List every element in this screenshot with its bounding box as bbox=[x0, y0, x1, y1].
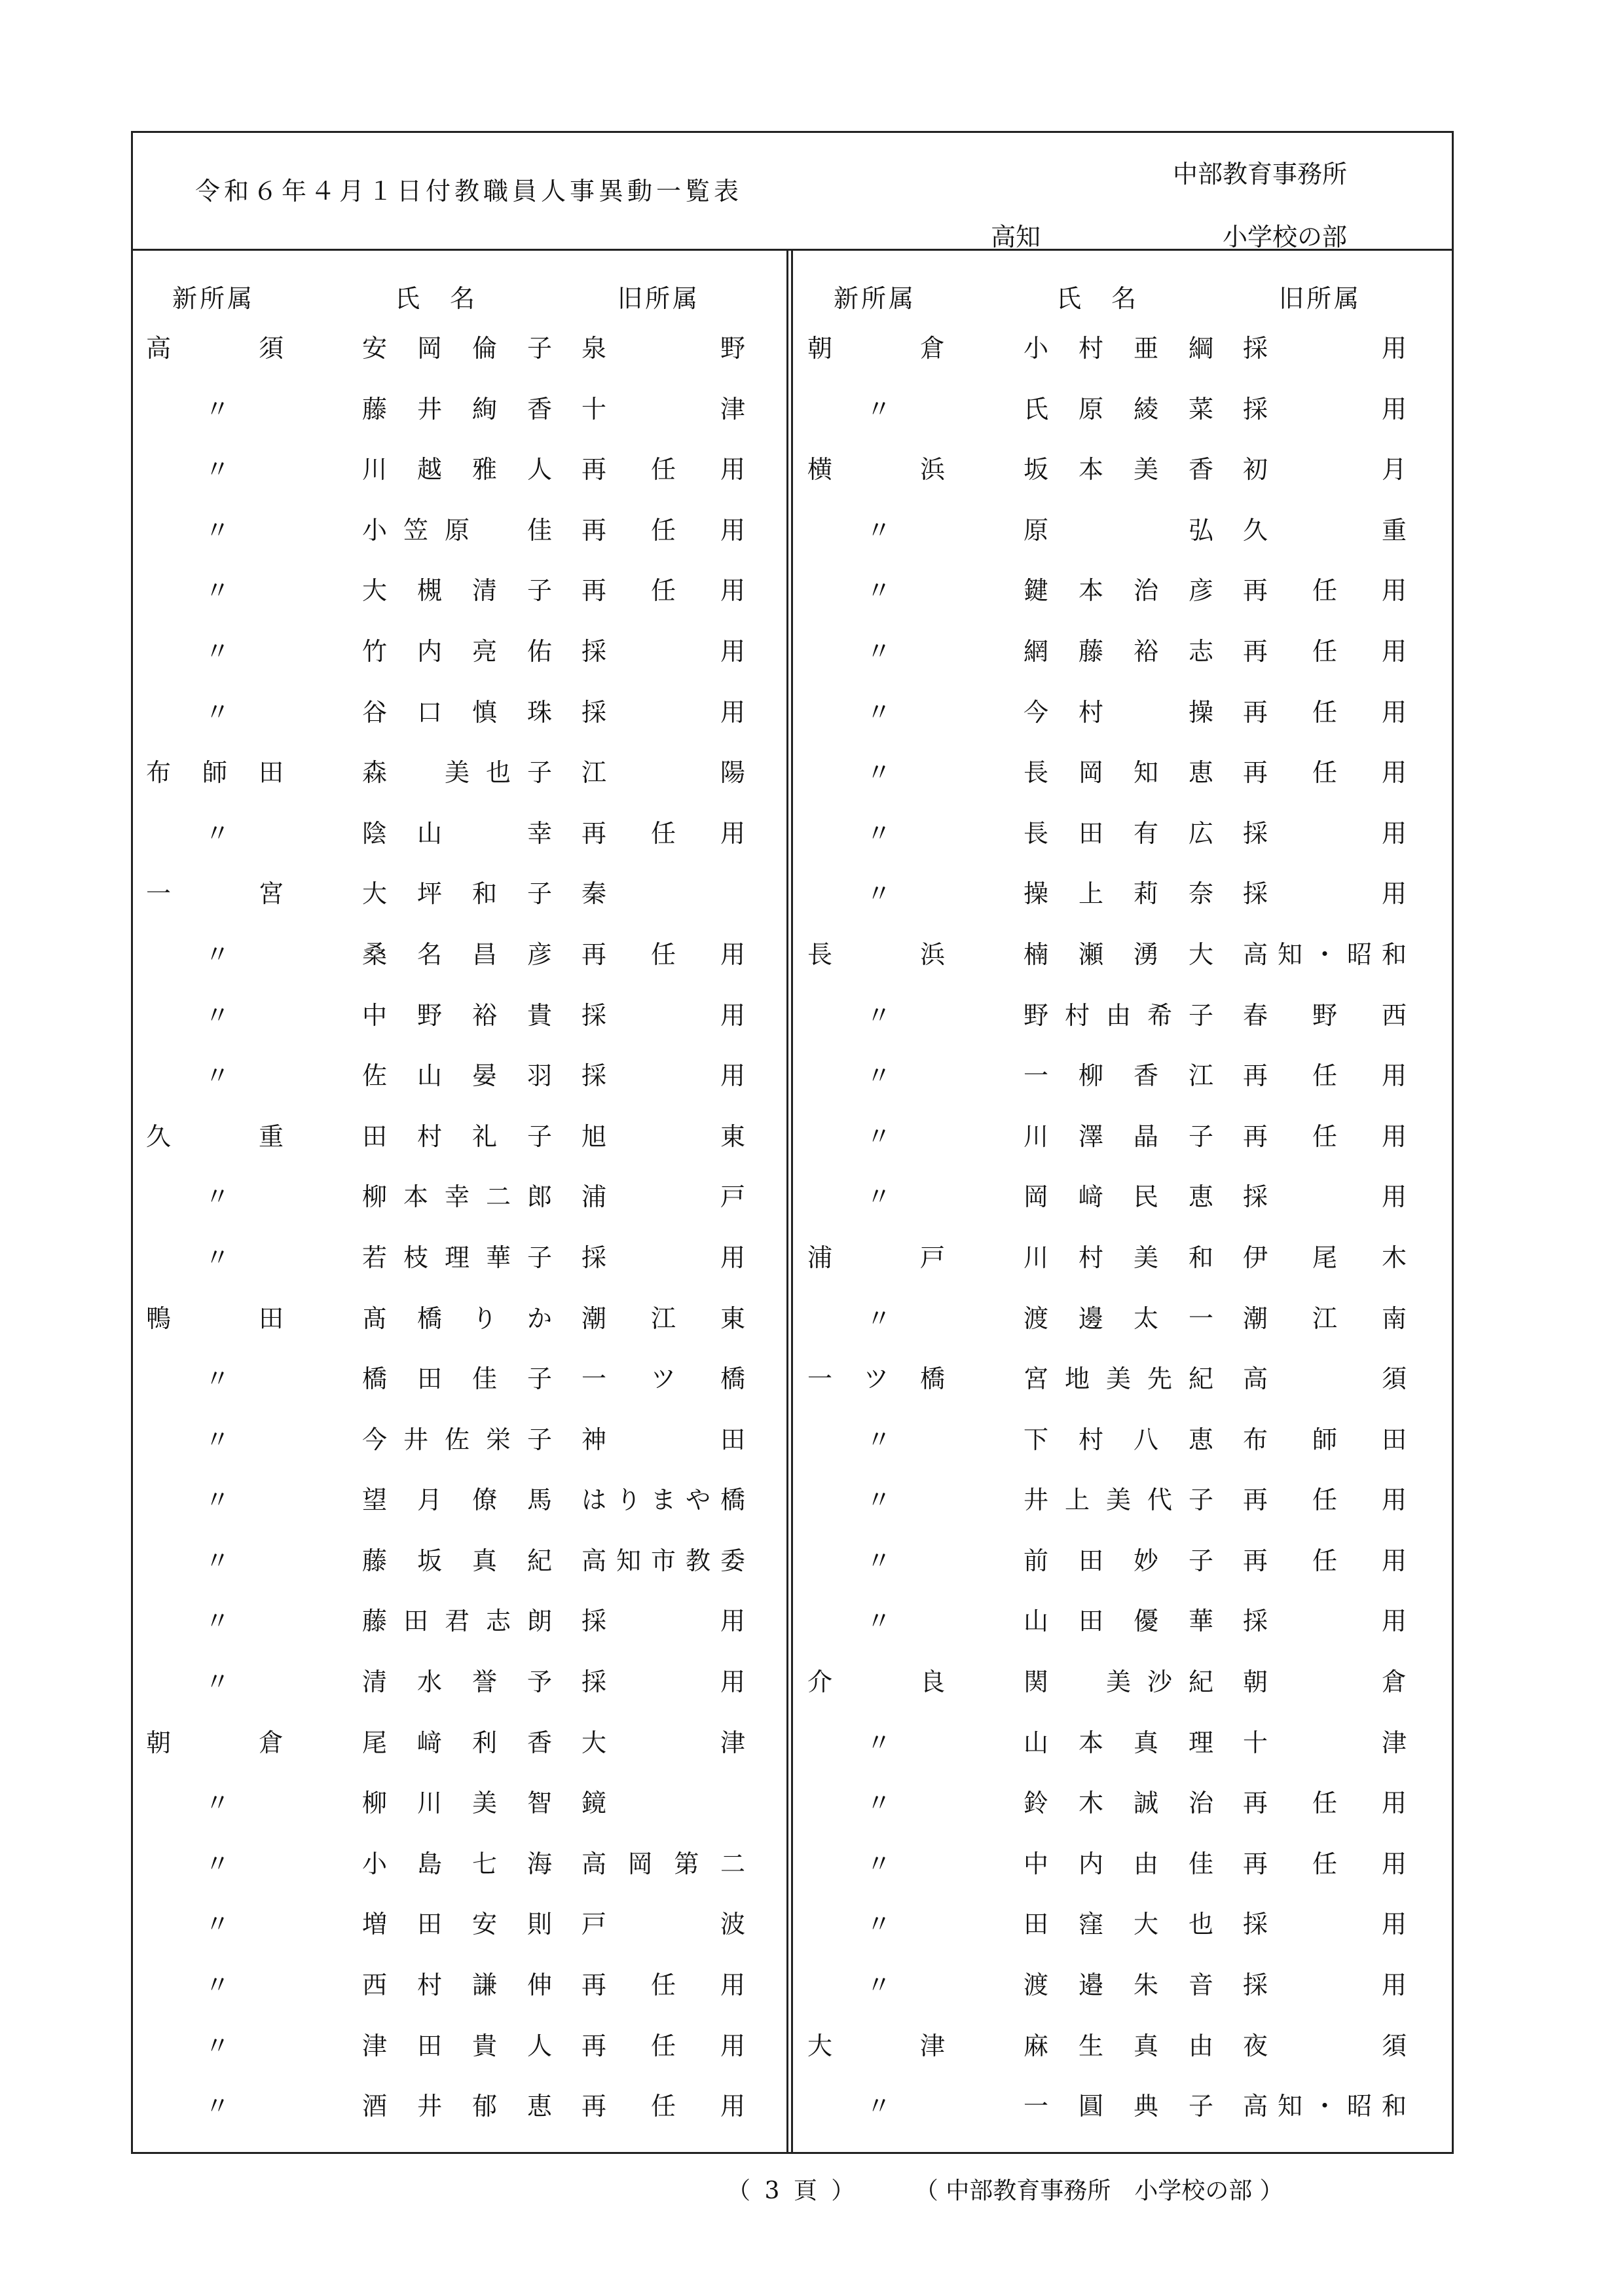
table-row bbox=[794, 1601, 1448, 1662]
new-affiliation-cell: 〃 bbox=[866, 1000, 892, 1030]
old-affiliation-cell: はりまや橋 bbox=[581, 1485, 745, 1515]
name-cell: 岡﨑民恵 bbox=[1024, 1182, 1213, 1212]
old-affiliation-cell: 採用 bbox=[1243, 1910, 1407, 1939]
name-cell: 前田妙子 bbox=[1024, 1546, 1213, 1575]
table-row bbox=[794, 631, 1448, 692]
area-name: 高知 bbox=[991, 223, 1041, 251]
old-affiliation-cell: 再任用 bbox=[581, 515, 745, 545]
old-affiliation-cell: 高知市教委 bbox=[581, 1546, 745, 1575]
name-cell: 藤井絢香 bbox=[362, 394, 552, 424]
department-name: 小学校の部 bbox=[1222, 223, 1347, 251]
name-cell: 鈴木誠治 bbox=[1024, 1789, 1213, 1818]
table-row bbox=[133, 873, 786, 934]
name-cell: 中内由佳 bbox=[1024, 1849, 1213, 1878]
old-affiliation-cell: 伊尾木 bbox=[1243, 1243, 1407, 1272]
table-row bbox=[794, 813, 1448, 874]
table-row bbox=[133, 1844, 786, 1904]
old-affiliation-cell: 再任用 bbox=[1243, 758, 1407, 788]
new-affiliation-cell: 〃 bbox=[866, 1121, 892, 1151]
old-affiliation-cell: 採用 bbox=[1243, 394, 1407, 424]
new-affiliation-cell: 〃 bbox=[205, 1000, 231, 1030]
table-row bbox=[794, 752, 1448, 813]
new-affiliation-cell: 〃 bbox=[205, 1182, 231, 1212]
new-affiliation-cell: 〃 bbox=[866, 394, 892, 424]
table-row bbox=[133, 1662, 786, 1722]
name-cell: 川越雅人 bbox=[362, 455, 552, 484]
new-affiliation-cell: 〃 bbox=[205, 576, 231, 606]
new-affiliation-cell: 一宮 bbox=[146, 879, 284, 909]
old-affiliation-cell: 鏡 bbox=[581, 1789, 607, 1818]
old-affiliation-cell: 秦 bbox=[581, 879, 607, 909]
name-cell: 一柳香江 bbox=[1024, 1061, 1213, 1091]
name-cell: 田窪大也 bbox=[1024, 1910, 1213, 1939]
table-row bbox=[794, 873, 1448, 934]
old-affiliation-cell: 再任用 bbox=[581, 939, 745, 969]
old-affiliation-cell: 採用 bbox=[1243, 334, 1407, 363]
table-row bbox=[794, 1055, 1448, 1116]
table-row bbox=[794, 1844, 1448, 1904]
new-affiliation-cell: 一ツ橋 bbox=[807, 1364, 945, 1394]
new-affiliation-cell: 〃 bbox=[205, 515, 231, 545]
name-cell: 橋田佳子 bbox=[362, 1364, 552, 1394]
new-affiliation-cell: 〃 bbox=[866, 1789, 892, 1818]
new-affiliation-cell: 〃 bbox=[205, 1364, 231, 1394]
name-cell: 小島七海 bbox=[362, 1849, 552, 1878]
table-row bbox=[794, 1904, 1448, 1965]
old-affiliation-cell: 旭東 bbox=[581, 1121, 745, 1151]
new-affiliation-cell: 〃 bbox=[866, 1971, 892, 2000]
old-affiliation-cell: 十津 bbox=[581, 394, 745, 424]
new-affiliation-cell: 〃 bbox=[205, 818, 231, 848]
name-cell: 陰山 幸 bbox=[362, 818, 552, 848]
new-affiliation-cell: 〃 bbox=[205, 1425, 231, 1454]
new-affiliation-cell: 〃 bbox=[205, 2031, 231, 2060]
new-affiliation-cell: 大津 bbox=[807, 2031, 945, 2060]
column-divider bbox=[786, 251, 793, 2152]
name-cell: 柳本幸二郎 bbox=[362, 1182, 552, 1212]
name-cell: 西村謙伸 bbox=[362, 1971, 552, 2000]
name-cell: 鍵本治彦 bbox=[1024, 576, 1213, 606]
name-cell: 清水誉予 bbox=[362, 1667, 552, 1697]
table-row bbox=[794, 1176, 1448, 1237]
table-row bbox=[133, 631, 786, 692]
old-affiliation-cell: 採用 bbox=[581, 1607, 745, 1636]
document-header bbox=[133, 133, 1452, 251]
name-cell: 坂本美香 bbox=[1024, 455, 1213, 484]
table-row bbox=[133, 813, 786, 874]
document-sheet bbox=[131, 131, 1454, 2154]
new-affiliation-cell: 〃 bbox=[205, 1546, 231, 1575]
old-affiliation-cell: 高知・昭和 bbox=[1243, 2092, 1407, 2121]
name-cell: 井上美代子 bbox=[1024, 1485, 1213, 1515]
name-cell: 一圓典子 bbox=[1024, 2092, 1213, 2121]
new-affiliation-cell: 浦戸 bbox=[807, 1243, 945, 1272]
new-affiliation-cell: 〃 bbox=[205, 1607, 231, 1636]
table-row bbox=[133, 2086, 786, 2147]
new-affiliation-cell: 鴨田 bbox=[146, 1303, 284, 1333]
name-cell: 川澤晶子 bbox=[1024, 1121, 1213, 1151]
table-row bbox=[133, 1965, 786, 2026]
new-affiliation-cell: 〃 bbox=[866, 758, 892, 788]
new-affiliation-cell: 朝倉 bbox=[807, 334, 945, 363]
table-row bbox=[794, 934, 1448, 995]
old-affiliation-cell: 採用 bbox=[581, 636, 745, 666]
old-affiliation-cell: 再任用 bbox=[1243, 1789, 1407, 1818]
old-affiliation-cell: 初月 bbox=[1243, 455, 1407, 484]
table-row bbox=[133, 934, 786, 995]
document-title: 令和６年４月１日付教職員人事異動一覧表 bbox=[195, 177, 743, 206]
old-affiliation-cell: 採用 bbox=[581, 1243, 745, 1272]
old-affiliation-cell: 浦戸 bbox=[581, 1182, 745, 1212]
table-row bbox=[133, 328, 786, 389]
right-rows bbox=[794, 328, 1448, 2147]
new-affiliation-cell: 〃 bbox=[866, 1849, 892, 1878]
name-cell: 川村美和 bbox=[1024, 1243, 1213, 1272]
table-row bbox=[133, 449, 786, 510]
name-cell: 森 美也子 bbox=[362, 758, 552, 788]
table-row bbox=[794, 389, 1448, 450]
right-column bbox=[794, 251, 1448, 2154]
name-cell: 増田安則 bbox=[362, 1910, 552, 1939]
table-row bbox=[794, 1298, 1448, 1359]
old-affiliation-cell: 布師田 bbox=[1243, 1425, 1407, 1454]
table-row bbox=[794, 995, 1448, 1056]
name-cell: 操上莉奈 bbox=[1024, 879, 1213, 909]
new-affiliation-cell: 〃 bbox=[866, 1546, 892, 1575]
old-affiliation-cell: 再任用 bbox=[1243, 1061, 1407, 1091]
old-affiliation-cell: 高岡第二 bbox=[581, 1849, 745, 1878]
new-affiliation-cell: 久重 bbox=[146, 1121, 284, 1151]
old-affiliation-cell: 朝倉 bbox=[1243, 1667, 1407, 1697]
name-cell: 今村 操 bbox=[1024, 697, 1213, 727]
table-row bbox=[794, 692, 1448, 753]
name-cell: 尾﨑利香 bbox=[362, 1728, 552, 1757]
new-affiliation-cell: 〃 bbox=[866, 879, 892, 909]
new-affiliation-cell: 〃 bbox=[866, 1910, 892, 1939]
table-row bbox=[133, 2026, 786, 2086]
old-affiliation-cell: 再任用 bbox=[1243, 1546, 1407, 1575]
new-affiliation-cell: 〃 bbox=[866, 1303, 892, 1333]
name-cell: 野村由希子 bbox=[1024, 1000, 1213, 1030]
table-row bbox=[794, 1783, 1448, 1844]
table-row bbox=[794, 2086, 1448, 2147]
table-row bbox=[133, 570, 786, 631]
column-header-old-affiliation: 旧所属 bbox=[1279, 284, 1362, 313]
name-cell: 望月僚馬 bbox=[362, 1485, 552, 1515]
page-number: 3 bbox=[764, 2178, 786, 2204]
new-affiliation-cell: 〃 bbox=[866, 1182, 892, 1212]
new-affiliation-cell: 〃 bbox=[205, 939, 231, 969]
name-cell: 小笠原 佳 bbox=[362, 515, 552, 545]
new-affiliation-cell: 〃 bbox=[205, 1849, 231, 1878]
name-cell: 若枝理華子 bbox=[362, 1243, 552, 1272]
table-row bbox=[133, 1480, 786, 1540]
old-affiliation-cell: 泉野 bbox=[581, 334, 745, 363]
old-affiliation-cell: 再任用 bbox=[1243, 1485, 1407, 1515]
new-affiliation-cell: 〃 bbox=[205, 1789, 231, 1818]
table-row bbox=[794, 570, 1448, 631]
name-cell: 長田有広 bbox=[1024, 818, 1213, 848]
new-affiliation-cell: 〃 bbox=[205, 455, 231, 484]
old-affiliation-cell: 神田 bbox=[581, 1425, 745, 1454]
old-affiliation-cell: 採用 bbox=[581, 1000, 745, 1030]
old-affiliation-cell: 採用 bbox=[1243, 818, 1407, 848]
name-cell: 谷口慎珠 bbox=[362, 697, 552, 727]
table-row bbox=[133, 1358, 786, 1419]
new-affiliation-cell: 〃 bbox=[866, 818, 892, 848]
old-affiliation-cell: 再任用 bbox=[1243, 1849, 1407, 1878]
old-affiliation-cell: 採用 bbox=[581, 1061, 745, 1091]
table-row bbox=[794, 449, 1448, 510]
old-affiliation-cell: 高知・昭和 bbox=[1243, 939, 1407, 969]
new-affiliation-cell: 〃 bbox=[205, 636, 231, 666]
page-close: ） bbox=[831, 2178, 862, 2204]
name-cell: 関 美沙紀 bbox=[1024, 1667, 1213, 1697]
name-cell: 大槻清子 bbox=[362, 576, 552, 606]
column-header-old-affiliation: 旧所属 bbox=[618, 284, 701, 313]
new-affiliation-cell: 介良 bbox=[807, 1667, 945, 1697]
table-row bbox=[794, 1662, 1448, 1722]
column-header-name: 氏 名 bbox=[395, 284, 478, 313]
name-cell: 山田優華 bbox=[1024, 1607, 1213, 1636]
table-row bbox=[133, 389, 786, 450]
page-label: 頁 bbox=[793, 2178, 824, 2204]
name-cell: 今井佐栄子 bbox=[362, 1425, 552, 1454]
old-affiliation-cell: 再任用 bbox=[581, 576, 745, 606]
old-affiliation-cell: 江陽 bbox=[581, 758, 745, 788]
old-affiliation-cell: 戸波 bbox=[581, 1910, 745, 1939]
name-cell: 大坪和子 bbox=[362, 879, 552, 909]
table-row bbox=[133, 1419, 786, 1480]
new-affiliation-cell: 〃 bbox=[866, 636, 892, 666]
table-row bbox=[794, 1722, 1448, 1783]
old-affiliation-cell: 潮江東 bbox=[581, 1303, 745, 1333]
old-affiliation-cell: 再任用 bbox=[581, 1971, 745, 2000]
name-cell: 小村亜綱 bbox=[1024, 334, 1213, 363]
name-cell: 原 弘 bbox=[1024, 515, 1213, 545]
old-affiliation-cell: 採用 bbox=[581, 697, 745, 727]
old-affiliation-cell: 再任用 bbox=[581, 2031, 745, 2060]
table-row bbox=[794, 510, 1448, 571]
name-cell: 髙橋りか bbox=[362, 1303, 552, 1333]
table-row bbox=[133, 1116, 786, 1177]
table-row bbox=[794, 1965, 1448, 2026]
name-cell: 網藤裕志 bbox=[1024, 636, 1213, 666]
new-affiliation-cell: 朝倉 bbox=[146, 1728, 284, 1757]
new-affiliation-cell: 〃 bbox=[205, 394, 231, 424]
old-affiliation-cell: 久重 bbox=[1243, 515, 1407, 545]
left-rows bbox=[133, 328, 786, 2147]
old-affiliation-cell: 再任用 bbox=[1243, 697, 1407, 727]
name-cell: 竹内亮佑 bbox=[362, 636, 552, 666]
name-cell: 麻生真由 bbox=[1024, 2031, 1213, 2060]
name-cell: 酒井郁恵 bbox=[362, 2092, 552, 2121]
name-cell: 渡邊太一 bbox=[1024, 1303, 1213, 1333]
office-name: 中部教育事務所 bbox=[1172, 160, 1347, 189]
old-affiliation-cell: 再任用 bbox=[581, 818, 745, 848]
old-affiliation-cell: 採用 bbox=[1243, 1971, 1407, 2000]
table-row bbox=[133, 1783, 786, 1844]
table-row bbox=[794, 1419, 1448, 1480]
name-cell: 津田貴人 bbox=[362, 2031, 552, 2060]
table-row bbox=[794, 1116, 1448, 1177]
new-affiliation-cell: 〃 bbox=[866, 1061, 892, 1091]
new-affiliation-cell: 〃 bbox=[866, 697, 892, 727]
new-affiliation-cell: 〃 bbox=[205, 1910, 231, 1939]
old-affiliation-cell: 再任用 bbox=[581, 2092, 745, 2121]
new-affiliation-cell: 〃 bbox=[205, 697, 231, 727]
old-affiliation-cell: 採用 bbox=[1243, 1607, 1407, 1636]
table-row bbox=[133, 995, 786, 1056]
name-cell: 中野裕貴 bbox=[362, 1000, 552, 1030]
old-affiliation-cell: 一ツ橋 bbox=[581, 1364, 745, 1394]
name-cell: 安岡倫子 bbox=[362, 334, 552, 363]
old-affiliation-cell: 十津 bbox=[1243, 1728, 1407, 1757]
old-affiliation-cell: 春野西 bbox=[1243, 1000, 1407, 1030]
column-header-new-affiliation: 新所属 bbox=[172, 284, 255, 313]
old-affiliation-cell: 高須 bbox=[1243, 1364, 1407, 1394]
old-affiliation-cell: 採用 bbox=[1243, 1182, 1407, 1212]
new-affiliation-cell: 布師田 bbox=[146, 758, 284, 788]
new-affiliation-cell: 〃 bbox=[866, 1728, 892, 1757]
old-affiliation-cell: 夜須 bbox=[1243, 2031, 1407, 2060]
footer-section: （ 中部教育事務所 小学校の部 ） bbox=[914, 2178, 1283, 2204]
table-row bbox=[133, 752, 786, 813]
new-affiliation-cell: 〃 bbox=[205, 1061, 231, 1091]
new-affiliation-cell: 〃 bbox=[866, 515, 892, 545]
table-row bbox=[133, 1176, 786, 1237]
name-cell: 田村礼子 bbox=[362, 1121, 552, 1151]
new-affiliation-cell: 〃 bbox=[205, 1243, 231, 1272]
new-affiliation-cell: 高須 bbox=[146, 334, 284, 363]
table-row bbox=[794, 1237, 1448, 1298]
old-affiliation-cell: 再任用 bbox=[1243, 636, 1407, 666]
new-affiliation-cell: 横浜 bbox=[807, 455, 945, 484]
old-affiliation-cell: 再任用 bbox=[1243, 1121, 1407, 1151]
new-affiliation-cell: 〃 bbox=[866, 1425, 892, 1454]
new-affiliation-cell: 〃 bbox=[866, 2092, 892, 2121]
table-row bbox=[133, 1601, 786, 1662]
new-affiliation-cell: 〃 bbox=[866, 1607, 892, 1636]
table-row bbox=[794, 1358, 1448, 1419]
name-cell: 楠瀬湧大 bbox=[1024, 939, 1213, 969]
column-header-new-affiliation: 新所属 bbox=[834, 284, 917, 313]
new-affiliation-cell: 〃 bbox=[866, 576, 892, 606]
new-affiliation-cell: 長浜 bbox=[807, 939, 945, 969]
name-cell: 宮地美先紀 bbox=[1024, 1364, 1213, 1394]
name-cell: 桑名昌彦 bbox=[362, 939, 552, 969]
table-row bbox=[133, 1540, 786, 1601]
old-affiliation-cell: 潮江南 bbox=[1243, 1303, 1407, 1333]
table-row bbox=[133, 510, 786, 571]
name-cell: 氏原綾菜 bbox=[1024, 394, 1213, 424]
old-affiliation-cell: 再任用 bbox=[1243, 576, 1407, 606]
old-affiliation-cell: 採用 bbox=[1243, 879, 1407, 909]
name-cell: 柳川美智 bbox=[362, 1789, 552, 1818]
name-cell: 下村八恵 bbox=[1024, 1425, 1213, 1454]
name-cell: 藤坂真紀 bbox=[362, 1546, 552, 1575]
column-header-name: 氏 名 bbox=[1056, 284, 1139, 313]
page-open: （ bbox=[727, 2178, 758, 2204]
name-cell: 山本真理 bbox=[1024, 1728, 1213, 1757]
name-cell: 渡邉朱音 bbox=[1024, 1971, 1213, 2000]
table-row bbox=[133, 1722, 786, 1783]
new-affiliation-cell: 〃 bbox=[205, 1667, 231, 1697]
table-row bbox=[133, 1904, 786, 1965]
table-row bbox=[794, 328, 1448, 389]
table-row bbox=[133, 1055, 786, 1116]
old-affiliation-cell: 大津 bbox=[581, 1728, 745, 1757]
table-row bbox=[794, 1480, 1448, 1540]
new-affiliation-cell: 〃 bbox=[205, 2092, 231, 2121]
table-row bbox=[133, 1237, 786, 1298]
new-affiliation-cell: 〃 bbox=[866, 1485, 892, 1515]
name-cell: 藤田君志朗 bbox=[362, 1607, 552, 1636]
table-row bbox=[133, 692, 786, 753]
old-affiliation-cell: 再任用 bbox=[581, 455, 745, 484]
table-row bbox=[794, 1540, 1448, 1601]
page-footer bbox=[727, 2172, 1283, 2206]
new-affiliation-cell: 〃 bbox=[205, 1971, 231, 2000]
old-affiliation-cell: 採用 bbox=[581, 1667, 745, 1697]
table-row bbox=[133, 1298, 786, 1359]
new-affiliation-cell: 〃 bbox=[205, 1485, 231, 1515]
left-column bbox=[133, 251, 786, 2154]
name-cell: 長岡知恵 bbox=[1024, 758, 1213, 788]
name-cell: 佐山晏羽 bbox=[362, 1061, 552, 1091]
table-row bbox=[794, 2026, 1448, 2086]
